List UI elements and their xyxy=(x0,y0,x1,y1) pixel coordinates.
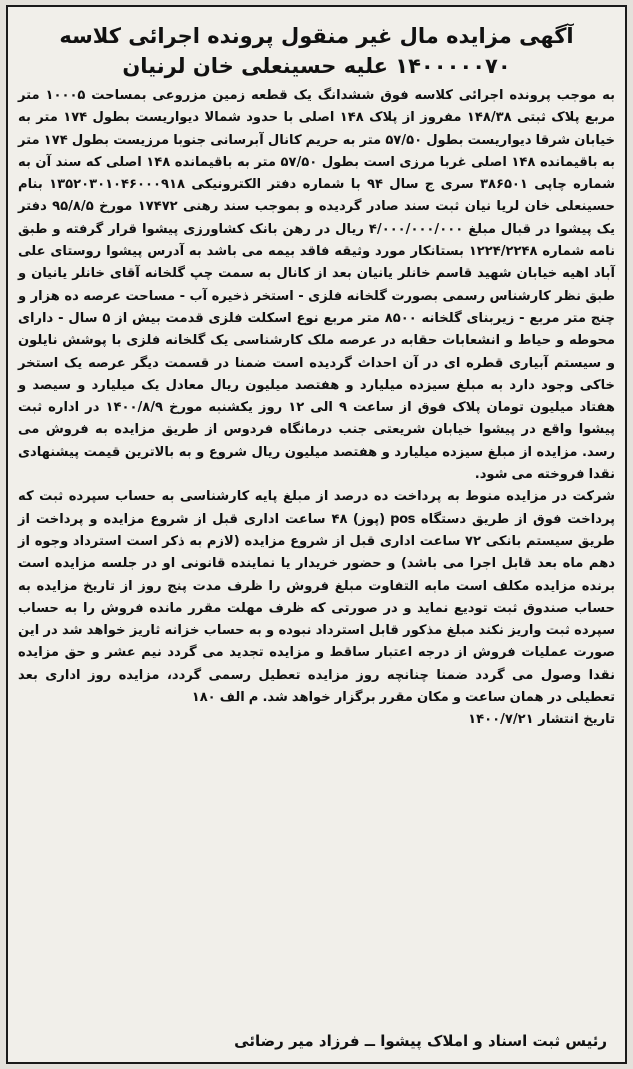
title-line-2: ۱۴۰۰۰۰۰۷۰ علیه حسینعلی خان لرنیان xyxy=(122,54,511,78)
notice-body xyxy=(18,85,615,709)
notice-paragraph-1: به موجب پرونده اجرائی کلاسه فوق ششدانگ یک قطعه زمین مزروعی بمساحت ۱۰۰۰۵ متر مربع پلاک ثبتی ۱۴۸/۳۸ مفروز از پلاک ۱۴۸ اصلی با حدود شمالا دیواریست بطول ۱۷۴ متر به خیابان شرقا دیواریست بطول ۵۷/۵۰ متر به حریم کانال آبرسانی جنوبا مرزیست بطول ۱۷۴ متر به باقیمانده ۱۴۸ اصلی غربا مرزی است بطول ۵۷/۵۰ متر به باقیمانده ۱۴۸ اصلی که سند آن به شماره چاپی ۳۸۶۵۰۱ سری ج سال ۹۴ با شماره دفتر الکترونیکی ۱۳۵۲۰۳۰۱۰۴۶۰۰۰۹۱۸ بنام حسینعلی خان لریا نیان ثبت سند صادر گردیده و بموجب سند رهنی ۱۷۴۷۲ مورخ ۹۵/۸/۵ دفتر یک پیشوا در قبال مبلغ ۴/۰۰۰/۰۰۰/۰۰۰ ریال در رهن بانک کشاورزی پیشوا قرار گرفته و طبق نامه شماره ۱۲۲۴/۲۲۴۸ بستانکار مورد وثیقه فاقد بیمه می باشد به آدرس پیشوا روستای علی آباد اهیه خیابان شهید قاسم خانلر یانیان بعد از کانال به سمت چپ گلخانه آقای خانلر یانیان و طبق نظر کارشناس رسمی بصورت گلخانه فلزی - استخر ذخیره آب - مساحت عرصه ده هزار و چنج متر مربع - زیربنای گلخانه ۸۵۰۰ متر مربع نوع اسکلت فلزی قدمت بیش از ۵ سال - دارای محوطه و حیاط و انشعابات حقابه در عرصه ملک کارشناسی یک گلخانه فلزی با پوشش نایلون و سیستم آبیاری قطره ای در آن احداث گردیده است ضمنا در قسمت دیگر عرصه یک استخر خاکی وجود دارد به مبلغ سیزده میلیارد و هفتصد میلیون ریال معادل یک میلیارد و سیصد و هفتاد میلیون تومان پلاک فوق از ساعت ۹ الی ۱۲ روز یکشنبه مورخ ۱۴۰۰/۸/۹ در اداره ثبت پیشوا واقع در پیشوا خیابان شریعتی جنب درمانگاه فردوس از طریق مزایده به فروش می رسد. مزایده از مبلغ سیزده میلیارد و هفتصد میلیون ریال شروع و به بالاترین قیمت پیشنهادی نقدا فروخته می شود. xyxy=(18,88,616,483)
signature-line: رئیس ثبت اسناد و املاک پیشوا ــ فرزاد میر رضائی xyxy=(234,1032,607,1050)
notice-frame xyxy=(6,5,627,1064)
notice-paragraph-2: شرکت در مزایده منوط به پرداخت ده درصد از مبلغ پایه کارشناسی به حساب سپرده ثبت که پرداخت فوق از طریق دستگاه pos (پوز) ۴۸ ساعت اداری قبل از شروع مزایده و پرداخت از طریق سیستم بانکی ۷۲ ساعت اداری قبل از شروع مزایده (لازم به ذکر است استرداد وجوه از دهم ماه بعد قابل اجرا می باشد) و حضور خریدار یا نماینده قانونی او در جلسه مزایده است برنده مزایده مکلف است مابه التفاوت مبلغ فروش را ظرف مدت پنج روز از تاریخ مزایده به حساب صندوق ثبت تودیع نماید و در صورتی که ظرف مهلت مقرر مانده فروش را به حساب سپرده ثبت واریز نکند مبلغ مذکور قابل استرداد نبوده و به حساب خزانه ثاریز خواهد شد در این صورت عملیات فروش از درجه اعتبار ساقط و مزایده تجدید می گردد نیم عشر و حق مزایده نقدا وصول می گردد ضمنا چنانچه روز مزایده تعطیل رسمی گردد، مزایده روز اداری بعد تعطیلی در همان ساعت و مکان مقرر برگزار خواهد شد. م الف ۱۸۰ xyxy=(18,489,616,706)
publication-date: تاریخ انتشار ۱۴۰۰/۷/۲۱ xyxy=(468,712,615,728)
notice-title xyxy=(8,21,625,81)
title-line-1: آگهی مزایده مال غیر منقول پرونده اجرائی کلاسه xyxy=(59,24,574,48)
